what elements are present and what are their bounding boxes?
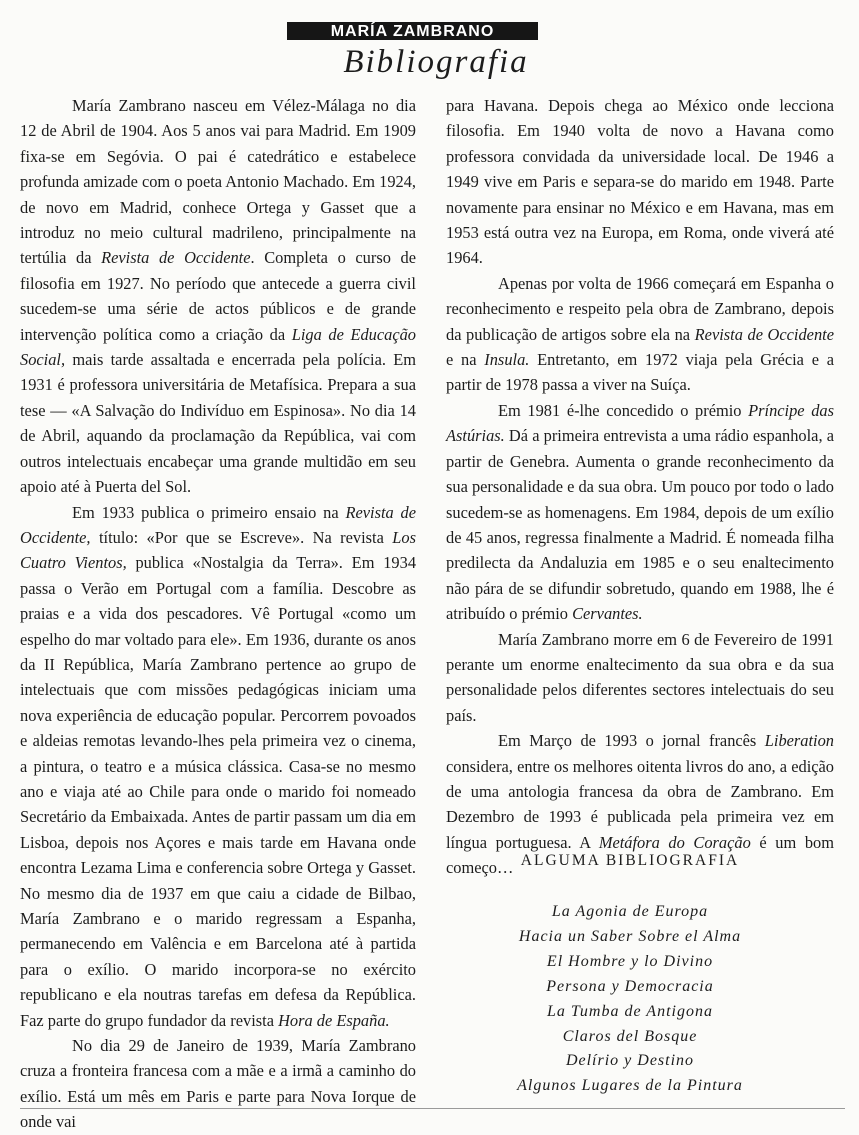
paragraph-1 xyxy=(20,93,416,500)
italic-title: Liga de Educação Social, xyxy=(20,324,417,370)
text-run: e na xyxy=(446,350,485,370)
text-run: é um bom começo… xyxy=(446,832,834,878)
bibliography-item: Claros del Bosque xyxy=(562,1027,698,1045)
italic-title: Liberation xyxy=(764,731,834,751)
bibliography-item: La Tumba de Antigona xyxy=(547,1002,713,1020)
italic-title: Metáfora do Coração xyxy=(598,832,751,852)
text-run: . Completa o curso de filosofia em 1927. No período que antecede a guerra civil sucedem-se uma série de actos públicos e de grande intervenção política como a criação da xyxy=(20,248,416,344)
paragraph-5 xyxy=(446,398,834,627)
bibliography-item: El Hombre y lo Divino xyxy=(546,952,714,970)
bibliography-item: Delírio y Destino xyxy=(565,1052,695,1070)
paragraph-2 xyxy=(20,500,416,1034)
italic-title: Insula. xyxy=(484,350,530,370)
bibliography-item: La Agonia de Europa xyxy=(551,903,709,920)
bibliography-item: Persona y Democracia xyxy=(546,977,714,995)
text-run: María Zambrano nasceu em Vélez-Málaga no dia 12 de Abril de 1904. Aos 5 anos vai para Madrid. Em 1909 fixa-se em Segóvia. O pai é catedrático e estabelece profunda amizade com o poeta Antonio Machado. Em 1924, de novo em Madrid, conhece Ortega y Gasset que a introduz no meio cultural madrileno, principalmente na tertúlia da xyxy=(20,96,416,268)
text-run: Entretanto, em 1972 viaja pela Grécia e a partir de 1978 passa a viver na Suíça. xyxy=(446,350,834,395)
bibliography-heading: ALGUMA BIBLIOGRAFIA xyxy=(520,852,740,869)
italic-title: Los Cuatro Vientos, xyxy=(20,527,416,573)
text-run: Em 1933 publica o primeiro ensaio na xyxy=(72,502,346,522)
text-run: Em 1981 é-lhe concedido o prémio xyxy=(498,400,749,420)
text-run: mais tarde assaltada e encerrada pela polícia. Em 1931 é professora universitária de Metafísica. Prepara a sua tese — «A Salvação do Indivíduo em Espinosa». No dia 14 de Abril, aquando da proclamação da República, vai com outros intelectuais encabeçar uma grande multidão em seu apoio até à Puerta del Sol. xyxy=(20,350,416,497)
paragraph-4 xyxy=(446,271,834,398)
author-header: MARÍA ZAMBRANO xyxy=(287,22,538,40)
italic-title: Hora de España. xyxy=(278,1010,390,1030)
bibliography-list xyxy=(437,900,823,1099)
italic-title: Revista de Occidente xyxy=(101,248,251,268)
right-column xyxy=(446,93,834,881)
text-run: considera, entre os melhores oitenta livros do ano, a edição de uma antologia francesa da obra de Zambrano. Em Dezembro de 1993 é publicada pela primeira vez em língua portuguesa. A xyxy=(446,756,834,852)
text-run: Em Março de 1993 o jornal francês xyxy=(498,731,765,751)
text-run: Apenas por volta de 1966 começará em Espanha o reconhecimento e respeito pela obra de Zambrano, depois da publicação de artigos sobre ela na xyxy=(446,273,834,344)
paragraph-6: María Zambrano morre em 6 de Fevereiro de 1991 perante um enorme enaltecimento da sua obra e da sua personalidade pelos diferentes sectores intelectuais do seu país. xyxy=(446,629,834,725)
text-run: Dá a primeira entrevista a uma rádio espanhola, a partir de Genebra. Aumenta o grande reconhecimento da sua personalidade e da sua obra. Um pouco por todo o lado sucedem-se as homenagens. Em 1984, depois de um exílio de 45 anos, regressa finalmente a Madrid. É nomeada filha predilecta da Andaluzia em 1985 e o seu enaltecimento não pára de se difundir sobretudo, quando em 1988, lhe é atribuído o prémio xyxy=(446,426,834,624)
paragraph-3: No dia 29 de Janeiro de 1939, María Zambrano cruza a fronteira francesa com a mãe e a irmã a caminho do exílio. Está um mês em Paris e parte para Nova Iorque de onde vai xyxy=(20,1036,416,1132)
bibliography-item: Algunos Lugares de la Pintura xyxy=(517,1077,743,1095)
text-run: título: «Por que se Escreve». Na revista xyxy=(90,527,393,547)
left-column xyxy=(20,93,416,1135)
bibliography-item: Hacia un Saber Sobre el Alma xyxy=(518,927,742,945)
italic-title: Cervantes. xyxy=(572,604,643,624)
bottom-divider xyxy=(20,1108,845,1109)
italic-title: Revista de Occidente xyxy=(694,324,834,344)
text-run: publica «Nostalgia da Terra». Em 1934 passa o Verão em Portugal com a família. Descobre as praias e a vida dos pescadores. Vê Portugal «como um espelho do mar voltado para ele». Em 1936, durante os anos da II República, María Zambrano pertence ao grupo de intelectuais que com missões pedagógicas iniciam uma nova experiência de educação popular. Percorrem povoados e aldeias remotas levando-lhes pela primeira vez o cinema, a pintura, o teatro e a música clássica. Casa-se no mesmo ano e viaja até ao Chile para onde o marido foi nomeado Secretário da Embaixada. Antes de partir passam um dia em Lisboa, depois nos Açores e mais tarde em Havana onde encontra Lezama Lima e conferencia sobre Ortega y Gasset. No mesmo dia de 1937 em que caiu a cidade de Bilbao, María Zambrano e o marido regressam a Espanha, permanecendo em Valência e em Barcelona até à partida para o exílio. O marido incorpora-se no exército republicano e ela noutras tarefas em defesa da República. Faz parte do grupo fundador da revista xyxy=(20,553,417,1030)
italic-title: Príncipe das Astúrias. xyxy=(446,400,834,446)
italic-title: Revista de Occidente, xyxy=(20,502,416,547)
page-title: Bibliografia xyxy=(343,44,529,80)
paragraph-3-continued: para Havana. Depois chega ao México onde lecciona filosofia. Em 1940 volta de novo a Havana como professora convidada da universidade local. De 1946 a 1949 vive em Paris e separa-se do marido em 1948. Parte novamente para ensinar no México e em Havana, mas em 1953 está outra vez na Europa, em Roma, onde viverá até 1964. xyxy=(446,96,834,268)
